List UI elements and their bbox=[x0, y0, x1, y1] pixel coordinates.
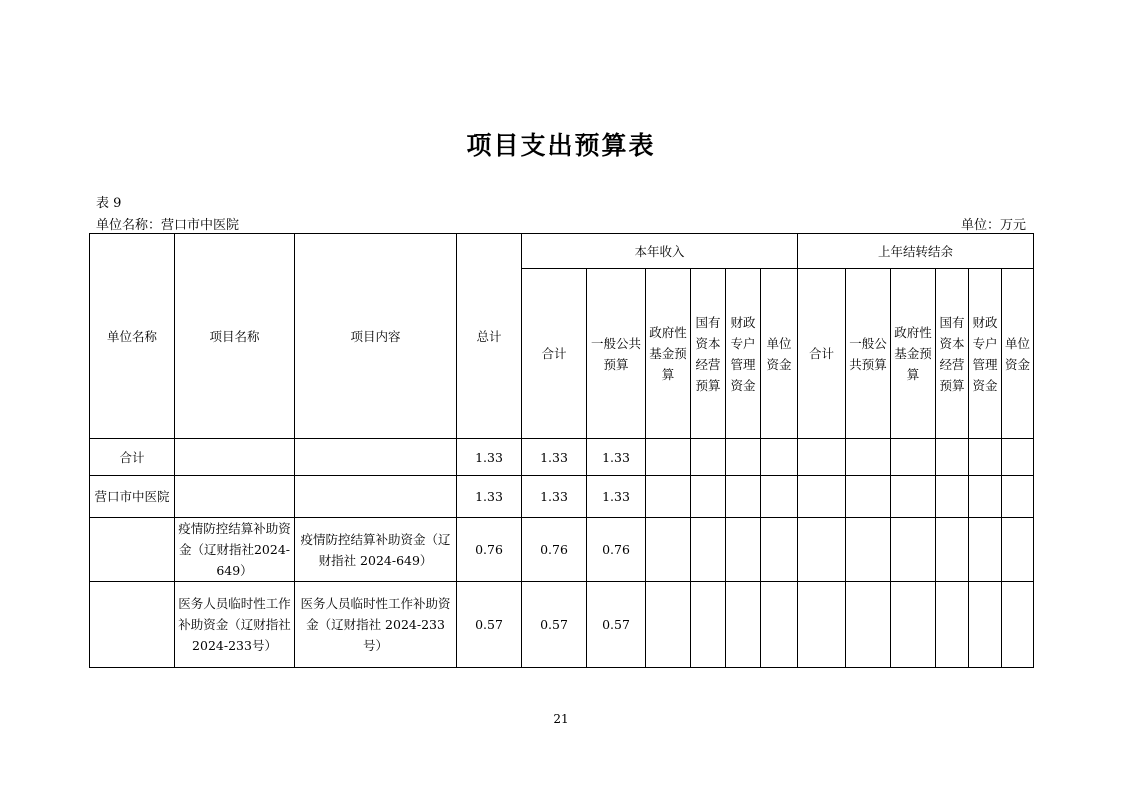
header-income-state-capital: 国有资本经营预算 bbox=[691, 269, 726, 439]
header-total: 总计 bbox=[457, 234, 522, 439]
header-unit-name: 单位名称 bbox=[90, 234, 175, 439]
header-current-income: 本年收入 bbox=[522, 234, 798, 269]
header-project-name: 项目名称 bbox=[175, 234, 295, 439]
page-title: 项目支出预算表 bbox=[466, 131, 656, 160]
header-income-unit-funds: 单位资金 bbox=[761, 269, 798, 439]
page-number: 21 bbox=[553, 712, 569, 726]
header-income-heji: 合计 bbox=[522, 269, 587, 439]
header-carry-unit-funds: 单位资金 bbox=[1002, 269, 1034, 439]
cell-project bbox=[175, 439, 295, 476]
cell-content: 医务人员临时性工作补助资金（辽财指社 2024-233 号） bbox=[295, 582, 457, 668]
table-row bbox=[90, 476, 1034, 518]
cell-content: 疫情防控结算补助资金（辽财指社 2024-649） bbox=[295, 518, 457, 582]
cell-general: 0.57 bbox=[587, 582, 646, 668]
cell-heji: 1.33 bbox=[522, 439, 587, 476]
cell-unit: 合计 bbox=[90, 439, 175, 476]
header-income-fiscal-special: 财政专户管理资金 bbox=[726, 269, 761, 439]
cell-total: 1.33 bbox=[457, 476, 522, 518]
header-carry-heji: 合计 bbox=[798, 269, 846, 439]
cell-unit: 营口市中医院 bbox=[90, 476, 175, 518]
cell-heji: 0.57 bbox=[522, 582, 587, 668]
header-prior-carryover: 上年结转结余 bbox=[798, 234, 1034, 269]
cell-total: 1.33 bbox=[457, 439, 522, 476]
cell-content bbox=[295, 439, 457, 476]
cell-general: 0.76 bbox=[587, 518, 646, 582]
header-carry-fiscal-special: 财政专户管理资金 bbox=[969, 269, 1002, 439]
cell-project: 疫情防控结算补助资金（辽财指社2024-649） bbox=[175, 518, 295, 582]
header-carry-general-public: 一般公共预算 bbox=[846, 269, 891, 439]
cell-project bbox=[175, 476, 295, 518]
header-income-general-public: 一般公共预算 bbox=[587, 269, 646, 439]
header-carry-state-capital: 国有资本经营预算 bbox=[936, 269, 969, 439]
cell-total: 0.76 bbox=[457, 518, 522, 582]
cell-general: 1.33 bbox=[587, 439, 646, 476]
budget-table bbox=[89, 233, 1034, 668]
table-row bbox=[90, 439, 1034, 476]
table-number: 表 9 bbox=[96, 196, 122, 211]
unit-label: 单位：万元 bbox=[960, 218, 1026, 233]
cell-general: 1.33 bbox=[587, 476, 646, 518]
unit-name-label: 单位名称：营口市中医院 bbox=[96, 218, 240, 233]
table-row bbox=[90, 518, 1034, 582]
header-income-gov-fund: 政府性基金预算 bbox=[646, 269, 691, 439]
header-project-content: 项目内容 bbox=[295, 234, 457, 439]
cell-heji: 1.33 bbox=[522, 476, 587, 518]
cell-total: 0.57 bbox=[457, 582, 522, 668]
cell-unit bbox=[90, 582, 175, 668]
cell-heji: 0.76 bbox=[522, 518, 587, 582]
header-carry-gov-fund: 政府性基金预算 bbox=[891, 269, 936, 439]
table-row bbox=[90, 582, 1034, 668]
cell-content bbox=[295, 476, 457, 518]
cell-unit bbox=[90, 518, 175, 582]
cell-project: 医务人员临时性工作补助资金（辽财指社 2024-233号） bbox=[175, 582, 295, 668]
